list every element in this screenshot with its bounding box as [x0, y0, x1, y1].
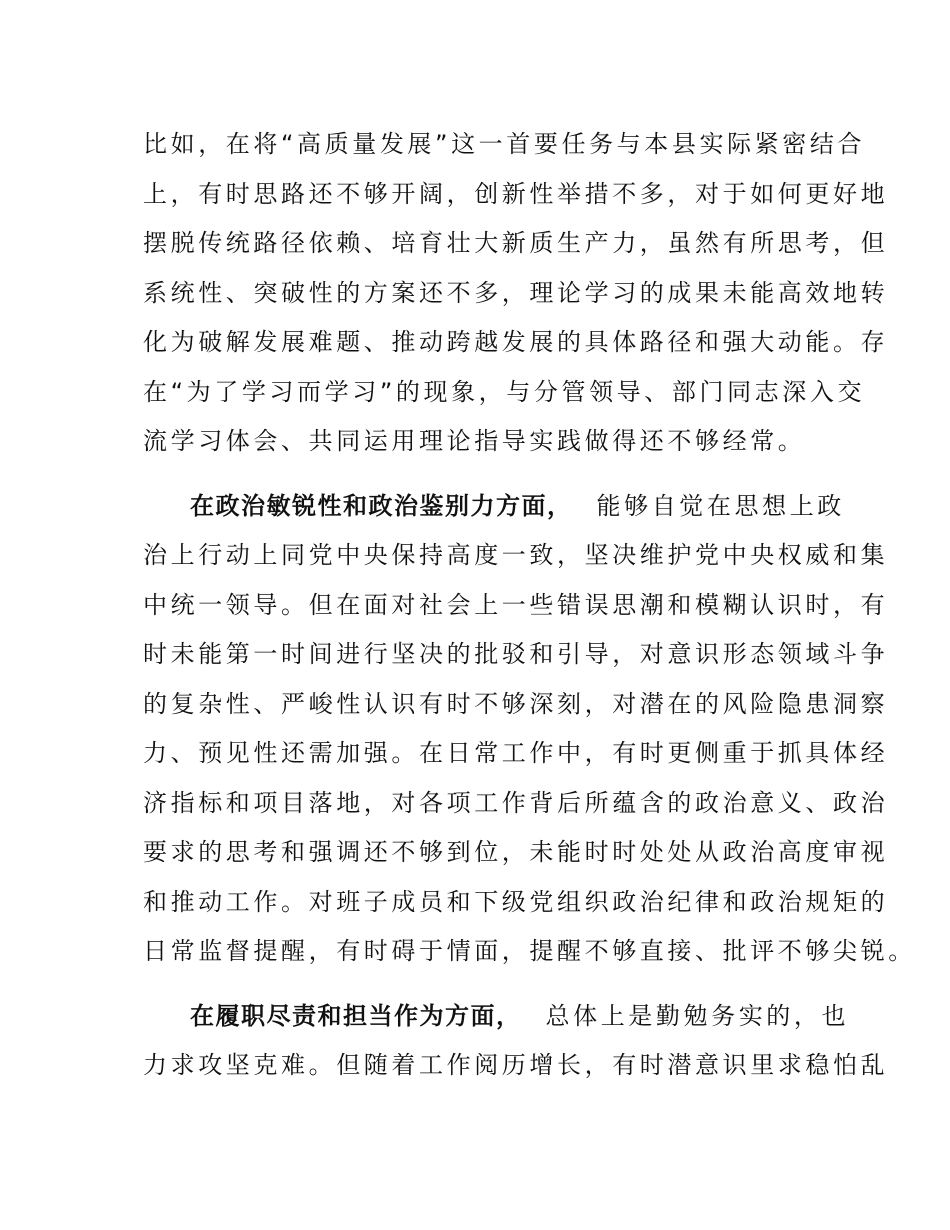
text-line: 中统一领导。但在面对社会上一些错误思潮和模糊认识时，有 [143, 590, 889, 619]
text-line: 在“为了学习而学习”的现象，与分管领导、部门同志深入交 [143, 377, 866, 406]
text-line: 治上行动上同党中央保持高度一致，坚决维护党中央权威和集 [143, 541, 889, 569]
text-line: 和推动工作。对班子成员和下级党组织政治纪律和政治规矩的 [143, 887, 889, 916]
text-line: 上，有时思路还不够开阔，创新性举措不多，对于如何更好地 [143, 179, 889, 208]
text-line [143, 992, 850, 1042]
text-line: 力求攻坚克难。但随着工作阅历增长，有时潜意识里求稳怕乱 [143, 1051, 889, 1079]
text-line: 流学习体会、共同运用理论指导实践做得还不够经常。 [143, 427, 806, 455]
text-line: 时未能第一时间进行坚决的批驳和引导，对意识形态领域斗争 [143, 640, 889, 668]
text-line: 日常监督提醒，有时碍于情面，提醒不够直接、批评不够尖锐。 [143, 937, 916, 965]
text-line: 要求的思考和强调还不够到位，未能时时处处从政治高度审视 [143, 838, 889, 866]
paragraph-heading: 在政治敏锐性和政治鉴别力方面， [190, 491, 573, 520]
text-line: 化为破解发展难题、推动跨越发展的具体路径和强大动能。存 [143, 328, 889, 356]
text-run: 能够自觉在思想上政 [596, 491, 845, 520]
text-line [143, 482, 845, 532]
text-line: 的复杂性、严峻性认识有时不够深刻，对潜在的风险隐患洞察 [143, 689, 889, 718]
text-line: 比如，在将“高质量发展”这一首要任务与本县实际紧密结合 [143, 130, 866, 158]
text-line: 摆脱传统路径依赖、培育壮大新质生产力，虽然有所思考，但 [143, 229, 889, 257]
paragraph-learning [143, 120, 889, 467]
paragraph-responsibility [143, 992, 889, 1091]
text-run: 总体上是勤勉务实的，也 [545, 1001, 850, 1030]
paragraph-heading: 在履职尽责和担当作为方面， [190, 1001, 522, 1030]
document-page [143, 120, 916, 1091]
text-line: 济指标和项目落地，对各项工作背后所蕴含的政治意义、政治 [143, 788, 889, 817]
text-line: 力、预见性还需加强。在日常工作中，有时更侧重于抓具体经 [143, 739, 889, 767]
text-line: 系统性、突破性的方案还不多，理论学习的成果未能高效地转 [143, 278, 889, 307]
paragraph-political-sensitivity [143, 482, 916, 977]
